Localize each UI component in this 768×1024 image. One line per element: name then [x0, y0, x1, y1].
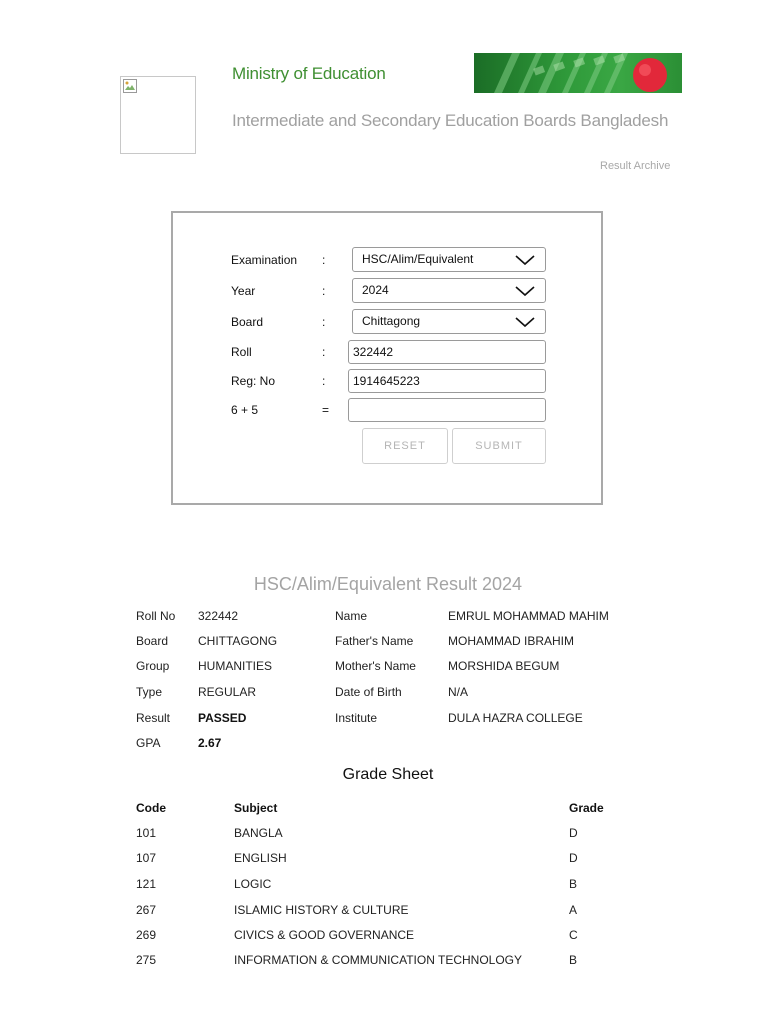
roll-no-label: Roll No: [136, 609, 176, 623]
board-value: Chittagong: [362, 314, 421, 328]
board-colon: :: [322, 315, 326, 329]
chevron-down-icon: [514, 284, 536, 298]
grade-row-grade: B: [569, 953, 578, 967]
examination-label: Examination: [231, 253, 298, 267]
type-value: REGULAR: [198, 685, 257, 699]
fathers-name-label: Father's Name: [335, 634, 414, 648]
reset-button[interactable]: RESET: [362, 428, 448, 464]
institute-label: Institute: [335, 711, 378, 725]
submit-button[interactable]: SUBMIT: [452, 428, 546, 464]
board-label: Board: [231, 315, 264, 329]
flag-banner-graphic: [474, 53, 682, 93]
name-value: EMRUL MOHAMMAD MAHIM: [448, 609, 609, 623]
flag-banner-image: [474, 53, 682, 93]
gpa-value: 2.67: [198, 736, 222, 750]
gpa-label: GPA: [136, 736, 161, 750]
code-header: Code: [136, 801, 166, 815]
name-label: Name: [335, 609, 368, 623]
year-select[interactable]: [352, 278, 546, 303]
reg-no-input[interactable]: 1914645223: [348, 369, 546, 393]
chevron-down-icon: [514, 315, 536, 329]
examination-colon: :: [322, 253, 326, 267]
group-value: HUMANITIES: [198, 659, 273, 673]
date-of-birth-value: N/A: [448, 685, 469, 699]
grade-row-grade: C: [569, 928, 578, 942]
grade-row-grade: B: [569, 877, 578, 891]
result-title: HSC/Alim/Equivalent Result 2024: [253, 574, 523, 594]
result-archive-link[interactable]: Result Archive: [600, 160, 671, 172]
board-select[interactable]: [352, 309, 546, 334]
reg-no-label: Reg: No: [231, 374, 276, 388]
grade-row-code: 121: [136, 877, 157, 891]
grade-row-subject: BANGLA: [234, 826, 283, 840]
date-of-birth-label: Date of Birth: [335, 685, 402, 699]
year-label: Year: [231, 284, 256, 298]
grade-row-code: 107: [136, 851, 157, 865]
grade-row-subject: ISLAMIC HISTORY & CULTURE: [234, 903, 409, 917]
captcha-label: 6 + 5: [231, 403, 259, 417]
board-info-label: Board: [136, 634, 169, 648]
board-info-value: CHITTAGONG: [198, 634, 278, 648]
fathers-name-value: MOHAMMAD IBRAHIM: [448, 634, 574, 648]
grade-header: Grade: [569, 801, 604, 815]
type-label: Type: [136, 685, 163, 699]
grade-row-subject: LOGIC: [234, 877, 272, 891]
grade-row-subject: INFORMATION & COMMUNICATION TECHNOLOGY: [234, 953, 523, 967]
grade-sheet-title: Grade Sheet: [342, 766, 434, 783]
grade-row-grade: A: [569, 903, 578, 917]
ministry-title: Ministry of Education: [232, 64, 386, 83]
grade-row-code: 267: [136, 903, 157, 917]
grade-row-subject: CIVICS & GOOD GOVERNANCE: [234, 928, 415, 942]
roll-input[interactable]: 322442: [348, 340, 546, 364]
grade-row-code: 269: [136, 928, 157, 942]
captcha-input[interactable]: [348, 398, 546, 422]
roll-colon: :: [322, 345, 326, 359]
grade-row-subject: ENGLISH: [234, 851, 287, 865]
broken-image-icon: [123, 79, 137, 93]
grade-row-grade: D: [569, 826, 578, 840]
mothers-name-label: Mother's Name: [335, 659, 416, 673]
board-logo-image: [120, 76, 196, 154]
group-label: Group: [136, 659, 170, 673]
board-title: Intermediate and Secondary Education Boards Bangladesh: [232, 111, 669, 130]
subject-header: Subject: [234, 801, 278, 815]
year-colon: :: [322, 284, 326, 298]
chevron-down-icon: [514, 253, 536, 267]
result-value: PASSED: [198, 711, 247, 725]
grade-row-code: 275: [136, 953, 157, 967]
reg-no-colon: :: [322, 374, 326, 388]
mothers-name-value: MORSHIDA BEGUM: [448, 659, 560, 673]
roll-no-value: 322442: [198, 609, 239, 623]
captcha-equals: =: [322, 403, 330, 417]
roll-label: Roll: [231, 345, 252, 359]
grade-row-code: 101: [136, 826, 157, 840]
examination-select[interactable]: [352, 247, 546, 272]
institute-value: DULA HAZRA COLLEGE: [448, 711, 583, 725]
result-label: Result: [136, 711, 171, 725]
year-value: 2024: [362, 283, 389, 297]
grade-row-grade: D: [569, 851, 578, 865]
examination-value: HSC/Alim/Equivalent: [362, 252, 474, 266]
